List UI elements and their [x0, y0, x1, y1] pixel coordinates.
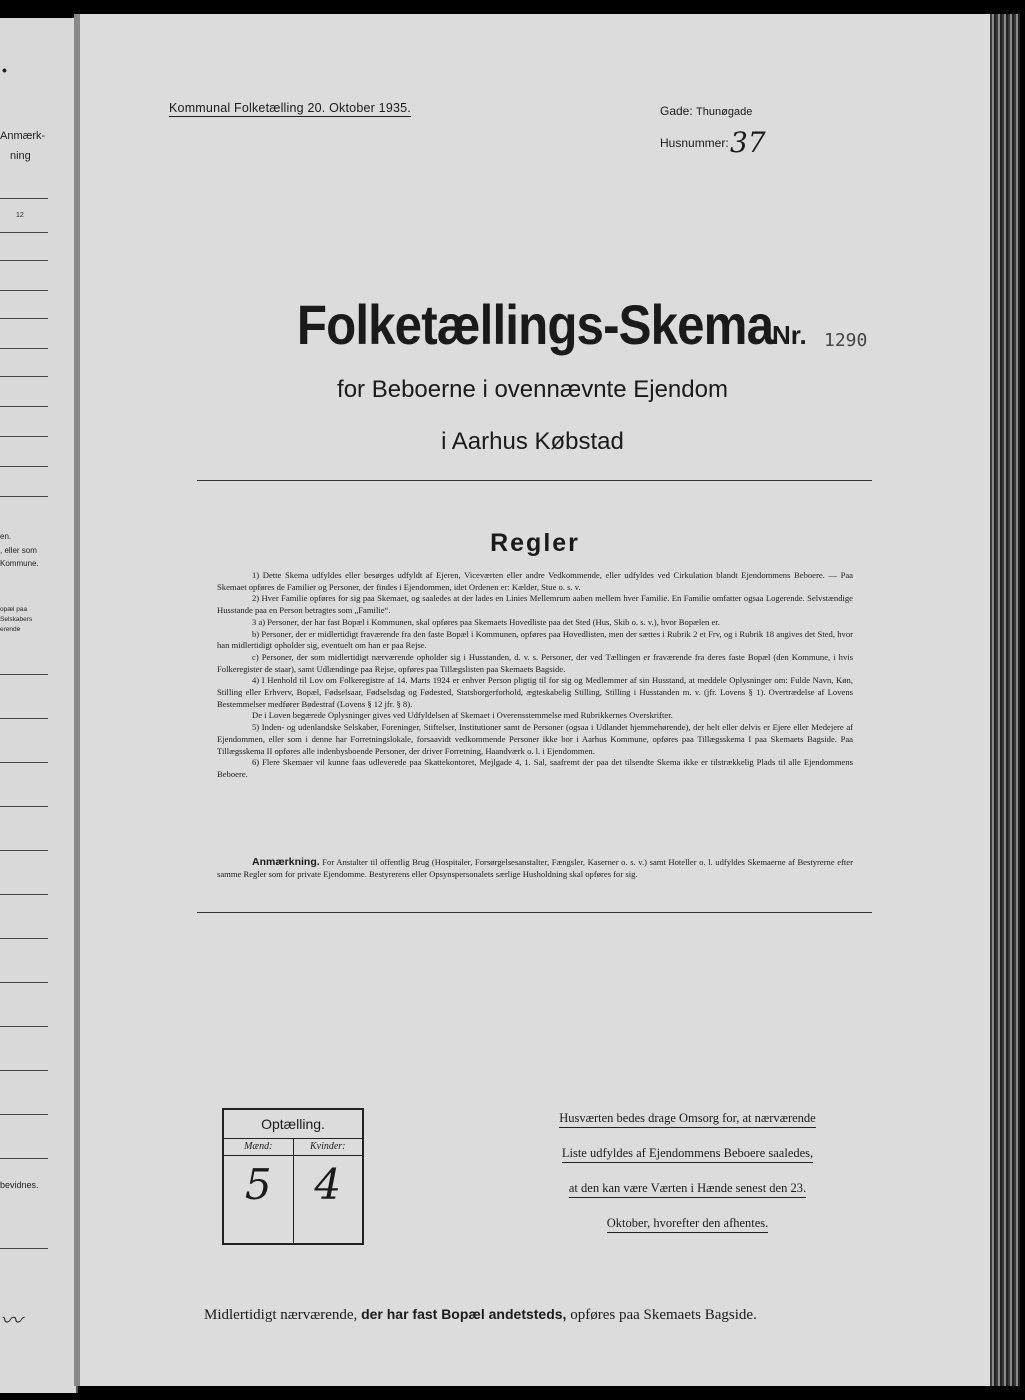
- left-text: erende: [0, 626, 21, 633]
- left-rule: [0, 762, 48, 763]
- divider-bottom: [197, 912, 872, 913]
- husnummer-label: Husnummer:: [660, 136, 729, 150]
- left-text: , eller som: [0, 546, 37, 555]
- rule-paragraph: 5) Inden- og udenlandske Selskaber, Foreninger, Stiftelser, Institutioner samt de Personer (ogsaa i Udlandet hjemmehørende), der helt eller delvis er Ejere eller Medejere af Ejendommen, eller som i denne har Forretningslokale, forsaavidt vedkommende Personer ikke bor i Aarhus Kommune, opføres paa Tillægsskema I paa Skemaets Bagside. Paa Tillægsskema II opføres alle indenbysboende Personer, der driver Forretning, Haandværk o. l. i Ejendommen.: [217, 722, 853, 756]
- left-rule: [0, 674, 48, 675]
- footer-instruction: [204, 1306, 757, 1324]
- rule-paragraph: 4) I Henhold til Lov om Folkeregistre af 14. Marts 1924 er enhver Person pligtig til for sig og Medlemmer af sin Husstand, at meddele Oplysninger om: Fulde Navn, Køn, Stilling eller Erhverv, Bopæl, Fødselsaar, Fødselsdag og Fødested, Statsborgerforhold, ægteskabelig Stilling, Stilling i Husstanden m. v. (jfr. Lovens § 1). Overtrædelse af Lovens Bestemmelser medfører Bødestraf (Lovens § 12 jfr. § 8).: [217, 675, 853, 709]
- left-rule: [0, 1158, 48, 1159]
- left-text: Kommune.: [0, 559, 39, 568]
- divider-top: [197, 480, 872, 481]
- left-rule: [0, 1026, 48, 1027]
- gade-field: [660, 104, 752, 118]
- form-title: Folketællings-Skema: [296, 293, 774, 356]
- left-rule: [0, 290, 48, 291]
- census-header: Kommunal Folketælling 20. Oktober 1935.: [169, 101, 411, 115]
- maend-label: Mænd:: [224, 1139, 293, 1156]
- left-text: en.: [0, 532, 12, 541]
- form-number: 1290: [824, 330, 868, 351]
- left-rule: [0, 436, 48, 437]
- subtitle-line-2: i Aarhus Købstad: [441, 428, 624, 455]
- rule-paragraph: 6) Flere Skemaer vil kunne faas udleverede paa Skattekontoret, Mejlgade 4, 1. Sal, saafremt der paa det tilsendte Skema ikke er tilstrækkelig Plads til alle Ejendommens Beboere.: [217, 757, 853, 779]
- husnummer-field: [660, 136, 729, 150]
- rule-paragraph: c) Personer, der som midlertidigt nærværende opholder sig i Husstanden, d. v. s. Personer, der ved Tællingen er fraværende fra deres faste Bopæl (den Kommune, i hvis Folkeregister de staar), samt Udlændinge paa Rejse, opføres paa Tillægslisten paa Skemaets Bagside.: [217, 651, 853, 674]
- rule-paragraph: b) Personer, der er midlertidigt fraværende fra den faste Bopæl i Kommunen, opføres paa Hovedlisten, men der sættes i Rubrik 2 et Frv, og i Rubrik 18 angives det Sted, hvor han midlertidigt opholder sig, eventuelt om han er paa Rejse.: [217, 628, 853, 651]
- maend-value: 5: [244, 1160, 272, 1209]
- left-rule: [0, 982, 48, 983]
- nr-label: Nr.: [772, 320, 807, 350]
- left-rule: [0, 198, 48, 199]
- kvinder-label: Kvinder:: [294, 1139, 363, 1156]
- left-text: ning: [10, 150, 31, 162]
- collection-notice: [520, 1111, 855, 1251]
- regler-heading: Regler: [490, 529, 580, 557]
- left-rule: [0, 406, 48, 407]
- anmaerkning-text: For Anstalter til offentlig Brug (Hospitaler, Forsørgelsesanstalter, Fængsler, Kaserner o. s. v.) samt Hoteller o. l. udfyldes Skemaerne af Bestyrerne efter samme Regler som for private Ejendomme. Bestyrerens eller Opsynspersonalets særlige Husholdning skal opføres for sig.: [217, 857, 853, 879]
- left-rule: [0, 376, 48, 377]
- left-rule: [0, 1114, 48, 1115]
- left-rule: [0, 260, 48, 261]
- left-rule: [0, 718, 48, 719]
- census-form-page: [80, 14, 990, 1386]
- rule-paragraph: 3 a) Personer, der har fast Bopæl i Kommunen, skal opføres paa Skemaets Hovedliste paa det Sted (Hus, Skib o. s. v.), hvor Bopælen er.: [252, 616, 720, 627]
- anmaerkning-label: Anmærkning.: [252, 856, 320, 868]
- left-rule: [0, 894, 48, 895]
- left-handwriting-icon: 〰: [0, 1309, 23, 1334]
- left-rule: [0, 850, 48, 851]
- left-rule: [0, 348, 48, 349]
- footer-part-1: Midlertidigt nærværende,: [204, 1307, 358, 1323]
- left-rule: [0, 938, 48, 939]
- notice-line: Oktober, hvorefter den afhentes.: [607, 1216, 769, 1233]
- left-rule: [0, 496, 48, 497]
- notice-line: at den kan være Værten i Hænde senest den 23.: [569, 1181, 806, 1198]
- count-box: [222, 1108, 364, 1245]
- left-dot: •: [2, 62, 7, 78]
- kvinder-value: 4: [314, 1160, 342, 1209]
- left-text: bevidnes.: [0, 1180, 39, 1190]
- left-page-fragment: [0, 18, 78, 1393]
- left-text: Selskabers: [0, 616, 33, 623]
- footer-part-3: opføres paa Skemaets Bagside.: [570, 1307, 757, 1323]
- left-text: Anmærk-: [0, 130, 46, 142]
- left-rule: [0, 318, 48, 319]
- gade-label: Gade:: [660, 104, 693, 118]
- husnummer-value: 37: [730, 126, 766, 159]
- subtitle-line-1: for Beboerne i ovennævnte Ejendom: [337, 376, 728, 403]
- left-rule: [0, 806, 48, 807]
- maend-column: [224, 1139, 293, 1243]
- kvinder-column: [293, 1139, 363, 1243]
- notice-line: Husværten bedes drage Omsorg for, at nærværende: [559, 1111, 816, 1128]
- rule-paragraph: De i Loven begærede Oplysninger gives ved Udfyldelsen af Skemaet i Overensstemmelse med Rubrikkernes Overskrifter.: [252, 710, 673, 721]
- rules-text: [217, 570, 853, 781]
- count-heading: Optælling.: [224, 1110, 362, 1139]
- left-text: 12: [16, 212, 24, 219]
- anmaerkning-note: [217, 857, 853, 880]
- left-rule: [0, 232, 48, 233]
- rule-paragraph: 1) Dette Skema udfyldes eller besørges udfyldt af Ejeren, Viceværten eller andre Vedkommende, eller udfyldes ved Cirkulation blandt Ejendommens Beboere. — Paa Skemaet opføres de Familier og Personer, der findes i Ejendommen, idet Ordenen er: Kælder, Stue o. s. v.: [217, 570, 853, 592]
- left-rule: [0, 466, 48, 467]
- left-rule: [0, 1070, 48, 1071]
- rule-paragraph: 2) Hver Familie opføres for sig paa Skemaet, og saaledes at der lades en Linies Mellemrum aaben mellem hver Familie. En Familie omfatter ogsaa Logerende. Selvstændige Husstande paa en Person betragtes som „Familie“.: [217, 593, 853, 616]
- left-rule: [0, 1248, 48, 1249]
- left-text: opæl paa: [0, 606, 28, 613]
- footer-part-2: der har fast Bopæl andetsteds,: [361, 1306, 567, 1322]
- book-edge: [990, 14, 1020, 1386]
- gade-value: Thunøgade: [696, 106, 753, 118]
- notice-line: Liste udfyldes af Ejendommens Beboere saaledes,: [562, 1146, 813, 1163]
